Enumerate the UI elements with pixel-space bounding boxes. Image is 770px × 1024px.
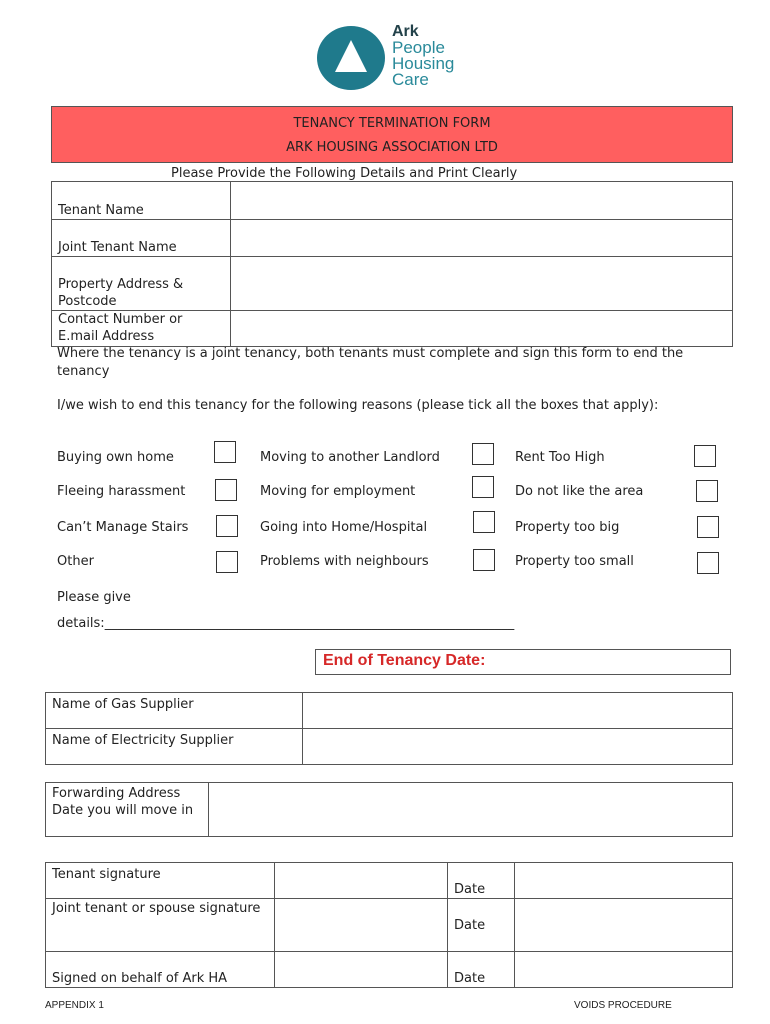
footer-appendix: APPENDIX 1	[45, 1000, 104, 1011]
footer-procedure: VOIDS PROCEDURE	[574, 1000, 672, 1011]
reason-checkbox[interactable]	[472, 443, 494, 465]
ark-signature-field[interactable]	[275, 952, 448, 988]
logo-line-2: People	[392, 38, 445, 57]
suppliers-table	[45, 692, 733, 765]
logo-line-1: Ark	[392, 23, 419, 40]
reason-checkbox[interactable]	[472, 476, 494, 498]
reason-checkbox[interactable]	[215, 479, 237, 501]
date-label: Date	[448, 863, 515, 899]
date-label: Date	[448, 899, 515, 952]
reason-checkbox[interactable]	[697, 552, 719, 574]
end-of-tenancy-date-field[interactable]	[315, 649, 731, 675]
tenant-name-label: Tenant Name	[52, 182, 231, 220]
electricity-supplier-label: Name of Electricity Supplier	[46, 729, 303, 765]
reason-checkbox[interactable]	[473, 549, 495, 571]
date-label: Date	[448, 952, 515, 988]
reason-checkbox[interactable]	[473, 511, 495, 533]
forwarding-table	[45, 782, 733, 837]
reason-label: Moving to another Landlord	[260, 450, 440, 465]
form-header	[51, 106, 733, 163]
electricity-supplier-field[interactable]	[303, 729, 733, 765]
ark-signature-label: Signed on behalf of Ark HA	[46, 952, 275, 988]
tenant-signature-label: Tenant signature	[46, 863, 275, 899]
joint-tenant-name-label: Joint Tenant Name	[52, 220, 231, 257]
reason-checkbox[interactable]	[697, 516, 719, 538]
reason-checkbox[interactable]	[216, 551, 238, 573]
logo-mark	[317, 26, 385, 90]
please-give-label: Please give	[57, 590, 131, 605]
reason-checkbox[interactable]	[696, 480, 718, 502]
reason-label: Other	[57, 554, 94, 569]
forwarding-address-label: Forwarding Address Date you will move in	[46, 783, 209, 837]
contact-field[interactable]	[231, 311, 733, 347]
gas-supplier-field[interactable]	[303, 693, 733, 729]
reason-label: Going into Home/Hospital	[260, 520, 428, 535]
details-line[interactable]: details:_______________________________________________________________	[57, 616, 515, 631]
tenant-signature-field[interactable]	[275, 863, 448, 899]
joint-date-field[interactable]	[515, 899, 733, 952]
end-of-tenancy-date-label: End of Tenancy Date:	[323, 652, 486, 669]
joint-tenant-name-field[interactable]	[231, 220, 733, 257]
reason-checkbox[interactable]	[214, 441, 236, 463]
form-title: TENANCY TERMINATION FORM	[293, 116, 491, 131]
reason-checkbox[interactable]	[216, 515, 238, 537]
logo-line-3: Housing	[392, 54, 455, 73]
reason-label: Moving for employment	[260, 484, 416, 499]
signatures-table	[45, 862, 733, 988]
property-address-label: Property Address & Postcode	[52, 257, 231, 311]
contact-label: Contact Number or E.mail Address	[52, 311, 231, 347]
joint-signature-label: Joint tenant or spouse signature	[46, 899, 275, 952]
joint-tenancy-note: Where the tenancy is a joint tenancy, both tenants must complete and sign this form to end the tenancy	[57, 346, 684, 379]
reason-label: Buying own home	[57, 450, 174, 465]
logo-line-4: Care	[392, 70, 429, 89]
joint-signature-field[interactable]	[275, 899, 448, 952]
instruction-text: Please Provide the Following Details and Print Clearly	[171, 166, 518, 181]
reason-checkbox[interactable]	[694, 445, 716, 467]
ark-date-field[interactable]	[515, 952, 733, 988]
logo-text	[392, 24, 454, 88]
reason-label: Property too small	[515, 554, 634, 569]
reasons-intro: I/we wish to end this tenancy for the following reasons (please tick all the boxes that apply):	[57, 398, 659, 413]
tenant-name-field[interactable]	[231, 182, 733, 220]
property-address-field[interactable]	[231, 257, 733, 311]
reason-label: Can’t Manage Stairs	[57, 520, 189, 535]
forwarding-address-field[interactable]	[209, 783, 733, 837]
reason-label: Problems with neighbours	[260, 554, 429, 569]
triangle-icon	[317, 26, 385, 90]
form-subtitle: ARK HOUSING ASSOCIATION LTD	[286, 140, 498, 155]
reason-label: Fleeing harassment	[57, 484, 186, 499]
tenant-details-table	[51, 181, 733, 347]
gas-supplier-label: Name of Gas Supplier	[46, 693, 303, 729]
reason-label: Rent Too High	[515, 450, 605, 465]
reason-label: Property too big	[515, 520, 620, 535]
reason-label: Do not like the area	[515, 484, 644, 499]
tenant-date-field[interactable]	[515, 863, 733, 899]
